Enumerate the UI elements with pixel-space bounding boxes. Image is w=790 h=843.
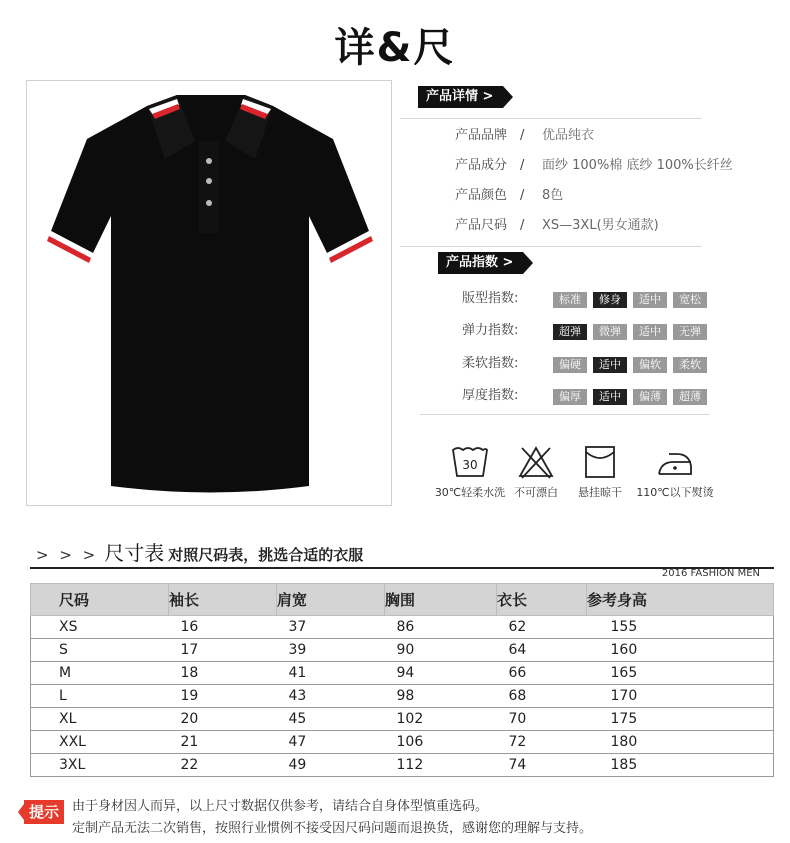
table-row — [31, 685, 774, 708]
table-cell: 106 — [385, 731, 497, 754]
index-chip: 偏薄 — [633, 389, 667, 405]
index-chip-active: 适中 — [593, 357, 627, 373]
table-cell: 47 — [277, 731, 385, 754]
table-cell: 19 — [169, 685, 277, 708]
care-item-iron — [632, 444, 718, 500]
size-section-title: 尺寸表 — [104, 541, 165, 565]
index-chip: 柔软 — [673, 357, 707, 373]
table-cell: 41 — [277, 662, 385, 685]
index-chip: 适中 — [633, 324, 667, 340]
table-cell: 18 — [169, 662, 277, 685]
table-cell: 66 — [497, 662, 587, 685]
table-cell: 175 — [587, 708, 774, 731]
divider — [400, 118, 702, 119]
hang-dry-icon — [580, 444, 620, 480]
page-title: 详&尺 — [334, 25, 456, 71]
table-cell: L — [31, 685, 169, 708]
index-chip-active: 超弹 — [553, 324, 587, 340]
table-cell: 45 — [277, 708, 385, 731]
column-header: 肩宽 — [277, 584, 385, 616]
fashion-tag: 2016 FASHION MEN — [661, 568, 760, 579]
table-row — [31, 639, 774, 662]
care-label-dry: 悬挂晾干 — [578, 486, 622, 499]
table-cell: 62 — [497, 616, 587, 639]
care-label-bleach: 不可漂白 — [514, 486, 558, 499]
table-row — [31, 754, 774, 777]
column-header: 衣长 — [497, 584, 587, 616]
table-cell: 17 — [169, 639, 277, 662]
column-header: 尺码 — [31, 584, 169, 616]
table-row — [31, 708, 774, 731]
divider — [420, 414, 710, 415]
table-cell: XS — [31, 616, 169, 639]
column-header: 胸围 — [385, 584, 497, 616]
tip-badge: 提示 — [24, 800, 64, 824]
table-cell: 185 — [587, 754, 774, 777]
table-cell: 72 — [497, 731, 587, 754]
index-chip-active: 修身 — [593, 292, 627, 308]
size-table — [30, 583, 774, 777]
table-cell: 43 — [277, 685, 385, 708]
product-details-label: 产品详情 > — [418, 86, 503, 108]
table-cell: 86 — [385, 616, 497, 639]
column-header: 参考身高 — [587, 584, 774, 616]
index-chip: 偏软 — [633, 357, 667, 373]
table-header-row — [31, 584, 774, 616]
column-header: 袖长 — [169, 584, 277, 616]
care-item-dry — [572, 444, 628, 500]
table-cell: 16 — [169, 616, 277, 639]
tip-line: 定制产品无法二次销售，按照行业惯例不接受因尺码问题而退换货，感谢您的理解与支持。 — [72, 821, 593, 836]
table-cell: 37 — [277, 616, 385, 639]
table-row — [31, 616, 774, 639]
size-section-subtitle: 对照尺码表，挑选合适的衣服 — [168, 546, 364, 564]
iron-icon — [655, 444, 695, 480]
table-cell: 68 — [497, 685, 587, 708]
index-chip: 微弹 — [593, 324, 627, 340]
index-key-elasticity: 弹力指数: — [462, 323, 519, 338]
polo-shirt-image — [27, 81, 393, 507]
table-cell: 20 — [169, 708, 277, 731]
table-cell: 49 — [277, 754, 385, 777]
index-chip: 偏厚 — [553, 389, 587, 405]
no-bleach-icon — [516, 444, 556, 480]
care-item-wash — [428, 444, 512, 500]
chevrons: > > > — [36, 546, 99, 564]
table-cell: S — [31, 639, 169, 662]
index-key-fit: 版型指数: — [462, 291, 519, 306]
table-row — [31, 662, 774, 685]
table-cell: 94 — [385, 662, 497, 685]
table-cell: 98 — [385, 685, 497, 708]
table-cell: 90 — [385, 639, 497, 662]
care-label-wash: 30℃轻柔水洗 — [434, 486, 506, 499]
wash-30-icon — [450, 444, 490, 480]
table-cell: XL — [31, 708, 169, 731]
table-cell: 165 — [587, 662, 774, 685]
index-chip-active: 适中 — [593, 389, 627, 405]
index-chip: 超薄 — [673, 389, 707, 405]
table-cell: 102 — [385, 708, 497, 731]
table-cell: 22 — [169, 754, 277, 777]
table-cell: M — [31, 662, 169, 685]
product-index-label: 产品指数 > — [438, 252, 523, 274]
table-cell: 64 — [497, 639, 587, 662]
table-cell: XXL — [31, 731, 169, 754]
care-item-bleach — [508, 444, 564, 500]
care-label-iron: 110℃以下熨烫 — [636, 486, 714, 499]
table-cell: 21 — [169, 731, 277, 754]
index-chip: 偏硬 — [553, 357, 587, 373]
index-key-softness: 柔软指数: — [462, 356, 519, 371]
divider — [400, 246, 702, 247]
table-cell: 112 — [385, 754, 497, 777]
table-cell: 170 — [587, 685, 774, 708]
table-cell: 39 — [277, 639, 385, 662]
table-cell: 74 — [497, 754, 587, 777]
index-chip: 标准 — [553, 292, 587, 308]
index-chip: 宽松 — [673, 292, 707, 308]
table-cell: 3XL — [31, 754, 169, 777]
table-cell: 155 — [587, 616, 774, 639]
size-section-header — [36, 538, 363, 568]
table-cell: 160 — [587, 639, 774, 662]
table-cell: 180 — [587, 731, 774, 754]
product-photo-frame — [26, 80, 392, 506]
index-chip: 适中 — [633, 292, 667, 308]
table-cell: 70 — [497, 708, 587, 731]
index-key-thickness: 厚度指数: — [462, 388, 519, 403]
wash-temperature: 30 — [462, 458, 478, 472]
table-row — [31, 731, 774, 754]
index-chip: 无弹 — [673, 324, 707, 340]
tip-line: 由于身材因人而异，以上尺寸数据仅供参考，请结合自身体型慎重选码。 — [72, 799, 489, 814]
